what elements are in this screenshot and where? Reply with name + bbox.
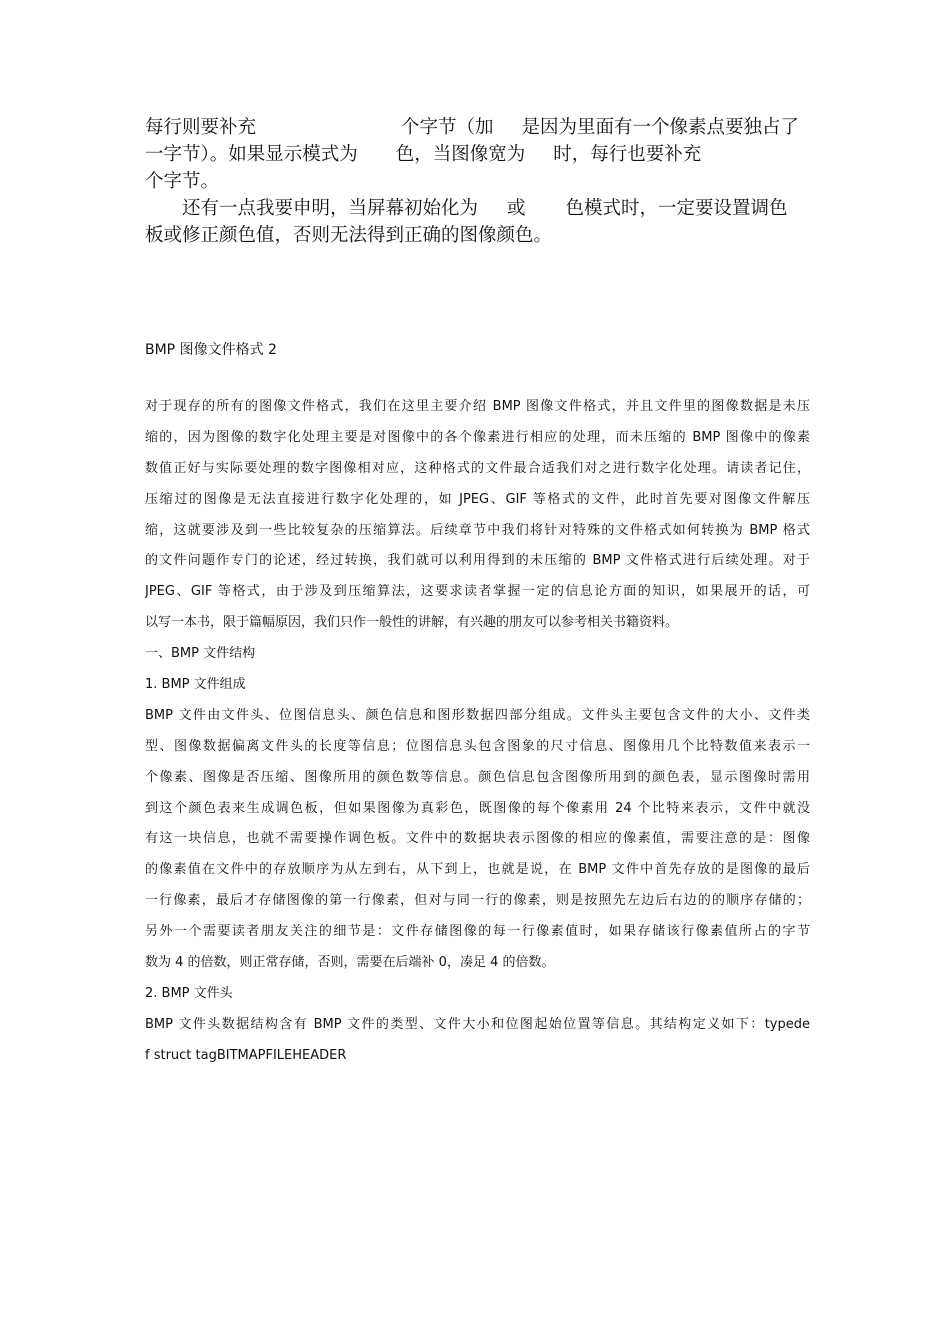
body-line: 以写一本书，限于篇幅原因，我们只作一般性的讲解，有兴趣的朋友可以参考相关书籍资料。 <box>145 615 679 631</box>
body-line: 的像素值在文件中的存放顺序为从左到右，从下到上，也就是说，在 BMP 文件中首先存放的是图像的最后 <box>145 862 810 878</box>
intro-paragraphs <box>145 114 810 249</box>
body-line: JPEG、GIF 等格式，由于涉及到压缩算法，这要求读者掌握一定的信息论方面的知识，如果展开的话，可 <box>145 584 810 600</box>
body-line: 到这个颜色表来生成调色板，但如果图像为真彩色，既图像的每个像素用 24 个比特来表示，文件中就没 <box>145 800 810 816</box>
intro-text: 时，每行也要补充 <box>553 144 702 165</box>
intro-text: 一字节）。如果显示模式为 <box>145 144 358 165</box>
body-line: 一行像素，最后才存储图像的第一行像素，但对与同一行的像素，则是按照先左边后右边的的顺序存储的； <box>145 893 810 909</box>
intro-text: 板或修正颜色值，否则无法得到正确的图像颜色。 <box>145 225 553 246</box>
heading-bmp-file-header: 2. BMP 文件头 <box>145 985 233 1001</box>
intro-line-3 <box>145 168 810 195</box>
body-line: 缩的，因为图像的数字化处理主要是对图像中的各个像素进行相应的处理，而未压缩的 BMP 图像中的像素 <box>145 429 810 445</box>
body-line: 的文件问题作专门的论述，经过转换，我们就可以利用得到的未压缩的 BMP 文件格式进行后续处理。对于 <box>145 553 810 569</box>
body-text <box>145 397 810 1077</box>
body-line: 缩，这就要涉及到一些比较复杂的压缩算法。后续章节中我们将针对特殊的文件格式如何转换为 BMP 格式 <box>145 522 810 538</box>
intro-text: 是因为里面有一个像素点要独占了 <box>521 117 800 138</box>
section-title: BMP 图像文件格式 2 <box>145 342 277 358</box>
intro-text: 个字节（加 <box>401 117 494 138</box>
body-line: 对于现存的所有的图像文件格式，我们在这里主要介绍 BMP 图像文件格式，并且文件里的图像数据是未压 <box>145 399 810 414</box>
body-line: 数为 4 的倍数，则正常存储，否则，需要在后端补 0，凑足 4 的倍数。 <box>145 955 555 971</box>
body-line: BMP 文件头数据结构含有 BMP 文件的类型、文件大小和位图起始位置等信息。其结构定义如下：typede <box>145 1016 810 1032</box>
body-line: 数值正好与实际要处理的数字图像相对应，这种格式的文件最合适我们对之进行数字化处理。请读者记住， <box>145 460 810 476</box>
intro-line-1 <box>145 114 810 141</box>
body-line: 压缩过的图像是无法直接进行数字化处理的，如 JPEG、GIF 等格式的文件，此时首先要对图像文件解压 <box>145 491 810 507</box>
heading-bmp-structure: 一、BMP 文件结构 <box>145 646 256 662</box>
body-line: 型、图像数据偏离文件头的长度等信息；位图信息头包含图象的尺寸信息、图像用几个比特数值来表示一 <box>145 738 810 754</box>
intro-line-2 <box>145 141 810 168</box>
code-line: f struct tagBITMAPFILEHEADER <box>145 1047 347 1063</box>
intro-text: 个字节。 <box>145 171 220 192</box>
body-line: BMP 文件由文件头、位图信息头、颜色信息和图形数据四部分组成。文件头主要包含文件的大小、文件类 <box>145 707 810 723</box>
intro-text: 色模式时，一定要设置调色 <box>565 198 788 219</box>
intro-text: 色，当图像宽为 <box>395 144 526 165</box>
body-line: 有这一块信息，也就不需要操作调色板。文件中的数据块表示图像的相应的像素值，需要注意的是：图像 <box>145 831 810 847</box>
intro-line-5 <box>145 222 810 249</box>
heading-bmp-composition: 1. BMP 文件组成 <box>145 677 246 693</box>
body-line: 个像素、图像是否压缩、图像所用的颜色数等信息。颜色信息包含图像所用到的颜色表，显示图像时需用 <box>145 769 810 785</box>
intro-line-4 <box>145 195 810 222</box>
body-line: 另外一个需要读者朋友关注的细节是：文件存储图像的每一行像素值时，如果存储该行像素值所占的字节 <box>145 924 810 940</box>
intro-text: 或 <box>507 198 526 219</box>
intro-text: 每行则要补充 <box>145 117 257 138</box>
intro-text: 还有一点我要申明，当屏幕初始化为 <box>182 198 479 219</box>
